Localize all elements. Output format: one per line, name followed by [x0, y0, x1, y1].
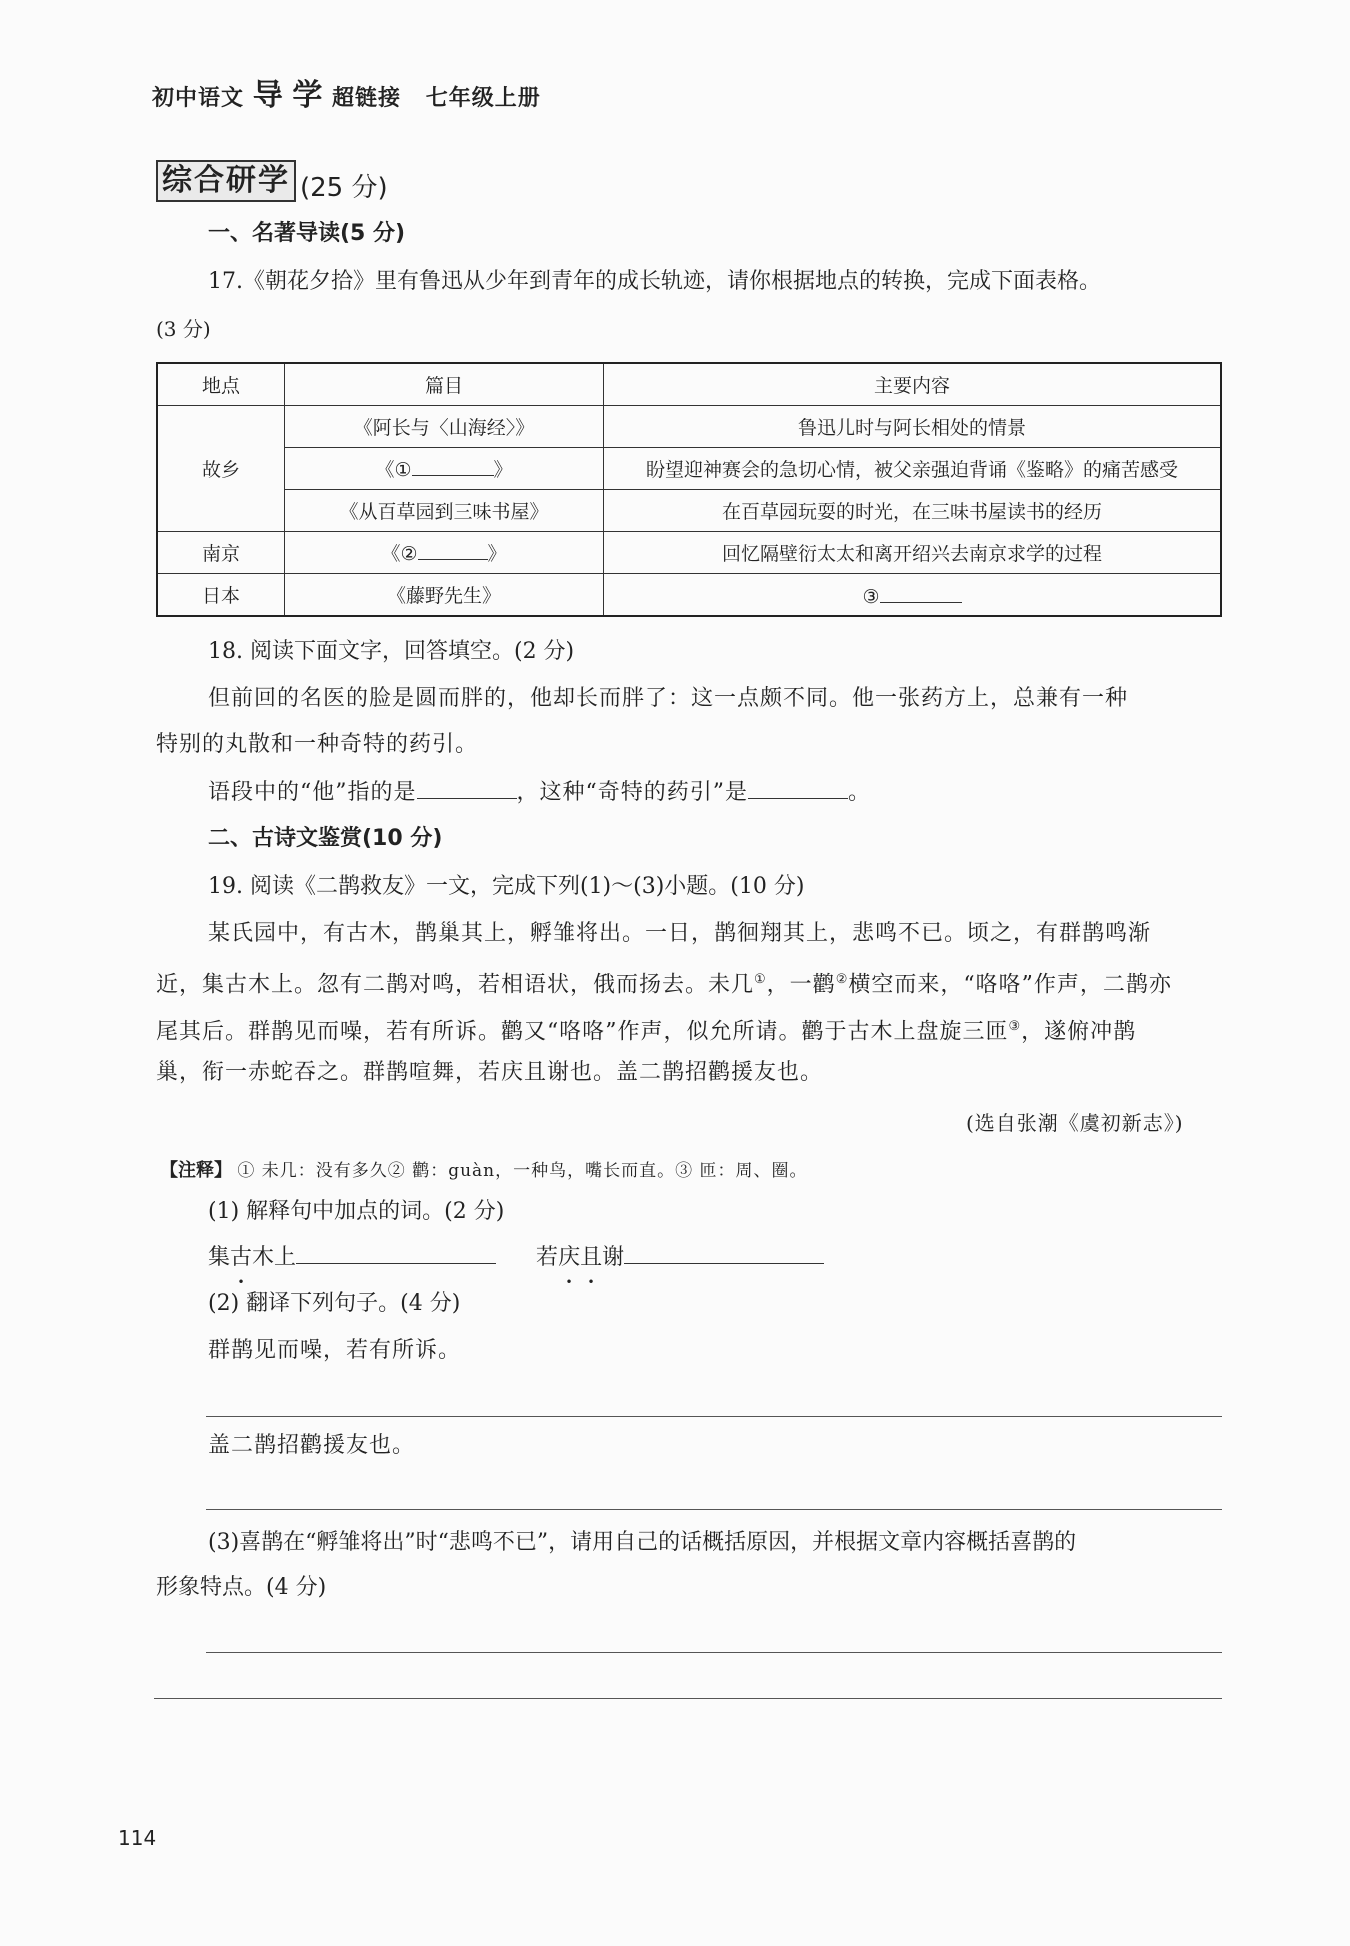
header-xue: 学: [292, 78, 324, 113]
table-cell-title: [285, 448, 604, 490]
answer-line-1[interactable]: [206, 1416, 1222, 1417]
table-header-cell: 主要内容: [604, 363, 1222, 406]
q17-line2: (3 分): [156, 317, 211, 341]
table-cell-title: 《阿长与〈山海经〉》: [285, 406, 604, 448]
q19-para3-a: 尾其后。群鹊见而噪，若有所诉。鹳又“咯咯”作声，似允所请。鹳于古木上盘旋三匝: [156, 1019, 1009, 1045]
q18-para1: 但前回的名医的脸是圆而胖的，他却长而胖了：这一点颇不同。他一张药方上，总兼有一种: [208, 686, 1129, 711]
q19-sub3-line1: (3)喜鹊在“孵雏将出”时“悲鸣不已”，请用自己的话概括原因，并根据文章内容概括喜鹊的: [208, 1530, 1077, 1555]
q18-question-b: ，这种“奇特的药引”是: [516, 780, 748, 805]
q19-para3-b: ，遂俯冲鹊: [1021, 1019, 1137, 1045]
q19-para4: 巢，衔一赤蛇吞之。群鹊喧舞，若庆且谢也。盖二鹊招鹳援友也。: [156, 1060, 824, 1085]
item-a-post: 木上: [252, 1245, 297, 1270]
item-b-post: 谢: [602, 1245, 625, 1270]
q19-para3: [156, 1012, 1136, 1047]
q19-para2-b: ，一鹳: [766, 972, 836, 998]
title-suffix: 》: [493, 459, 513, 481]
q19-source: (选自张潮《虞初新志》): [966, 1111, 1184, 1135]
answer-line-2[interactable]: [206, 1509, 1222, 1510]
table-header-row: [157, 363, 1221, 406]
part2-heading: 二、古诗文鉴赏(10 分): [208, 826, 443, 851]
table-cell-content: 在百草园玩耍的时光，在三味书屋读书的经历: [604, 490, 1222, 532]
item-b-pre: 若: [536, 1245, 559, 1270]
q18-question-a: 语段中的“他”指的是: [208, 780, 417, 805]
page-number: 114: [118, 1826, 157, 1850]
dotted-word: 古: [230, 1245, 253, 1270]
header-grade: 七年级上册: [425, 86, 541, 111]
table-cell-title: 《从百草园到三味书屋》: [285, 490, 604, 532]
table-cell-place: 南京: [157, 532, 285, 574]
footnote-ref-3: ③: [1008, 1019, 1022, 1034]
book-header: [152, 70, 541, 114]
notes-text: ① 未几：没有多久② 鹳：guàn，一种鸟，嘴长而直。③ 匝：周、圈。: [237, 1161, 808, 1181]
q18-answer-2-field[interactable]: [748, 778, 848, 799]
q19-sentence2: 盖二鹊招鹳援友也。: [208, 1433, 416, 1458]
table-row: [157, 532, 1221, 574]
q19-para1: 某氏园中，有古木，鹊巢其上，孵雏将出。一日，鹊徊翔其上，悲鸣不已。顷之，有群鹊鸣渐: [208, 921, 1152, 946]
section-title-box: 综合研学: [156, 160, 296, 202]
section-score: (25 分): [300, 173, 388, 203]
item-a-pre: 集: [208, 1245, 231, 1270]
title-suffix: 》: [487, 543, 507, 565]
blank-3-field[interactable]: [880, 582, 962, 603]
table-row: [157, 574, 1221, 617]
q19-line1: 19. 阅读《二鹊救友》一文，完成下列(1)～(3)小题。(10 分): [208, 874, 805, 899]
table-cell-content: [604, 574, 1222, 617]
table-row: [157, 490, 1221, 532]
table-cell-content: 鲁迅儿时与阿长相处的情景: [604, 406, 1222, 448]
table-row: [157, 448, 1221, 490]
answer-line-4[interactable]: [154, 1698, 1222, 1699]
q18-answer-1-field[interactable]: [417, 778, 517, 799]
table-cell-place: 日本: [157, 574, 285, 617]
sub1-answer-b-field[interactable]: [624, 1243, 824, 1264]
title-prefix: 《②: [381, 543, 418, 565]
footnote-ref-2: ②: [835, 972, 849, 987]
sub1-answer-a-field[interactable]: [296, 1243, 496, 1264]
q18-para2: 特别的丸散和一种奇特的药引。: [156, 732, 479, 757]
q18-question-c: 。: [848, 780, 872, 805]
q17-line1: 17.《朝花夕拾》里有鲁迅从少年到青年的成长轨迹，请你根据地点的转换，完成下面表格。: [208, 269, 1101, 294]
blank-1-field[interactable]: [412, 455, 494, 476]
q19-para2-a: 近，集古木上。忽有二鹊对鸣，若相语状，俄而扬去。未几: [156, 972, 755, 998]
table-cell-title: [285, 532, 604, 574]
content-prefix: ③: [862, 585, 880, 608]
q19-notes: [160, 1156, 808, 1182]
q19-para2: [156, 965, 1172, 1000]
answer-line-3[interactable]: [206, 1652, 1222, 1653]
table-row: [157, 406, 1221, 448]
q18-question: [208, 778, 871, 808]
blank-2-field[interactable]: [418, 539, 488, 560]
q18-line1: 18. 阅读下面文字，回答填空。(2 分): [208, 639, 575, 664]
part1-heading: 一、名著导读(5 分): [208, 221, 406, 246]
q19-sub1-items: [208, 1243, 824, 1273]
table-header-cell: 篇目: [285, 363, 604, 406]
table-header-cell: 地点: [157, 363, 285, 406]
dotted-word: 庆: [558, 1245, 581, 1270]
header-subject: 初中语文: [152, 86, 245, 111]
table-cell-content: 回忆隔壁衍太太和离开绍兴去南京求学的过程: [604, 532, 1222, 574]
dotted-word: 且: [580, 1245, 603, 1270]
q19-para2-c: 横空而来，“咯咯”作声，二鹊亦: [848, 972, 1172, 998]
footnote-ref-1: ①: [754, 972, 767, 987]
notes-label: 【注释】: [160, 1160, 232, 1181]
header-dao: 导: [252, 78, 284, 113]
title-prefix: 《①: [375, 459, 412, 481]
table-cell-title: 《藤野先生》: [285, 574, 604, 617]
header-link: 超链接: [332, 86, 402, 111]
q19-sentence1: 群鹊见而噪，若有所诉。: [208, 1338, 462, 1363]
q19-sub2: (2) 翻译下列句子。(4 分): [208, 1291, 461, 1316]
q19-sub1: (1) 解释句中加点的词。(2 分): [208, 1199, 505, 1224]
q19-sub3-line2: 形象特点。(4 分): [156, 1575, 327, 1600]
works-table: [156, 362, 1222, 617]
section-title: [156, 160, 388, 204]
table-cell-place: 故乡: [157, 406, 285, 532]
table-cell-content: 盼望迎神赛会的急切心情，被父亲强迫背诵《鉴略》的痛苦感受: [604, 448, 1222, 490]
